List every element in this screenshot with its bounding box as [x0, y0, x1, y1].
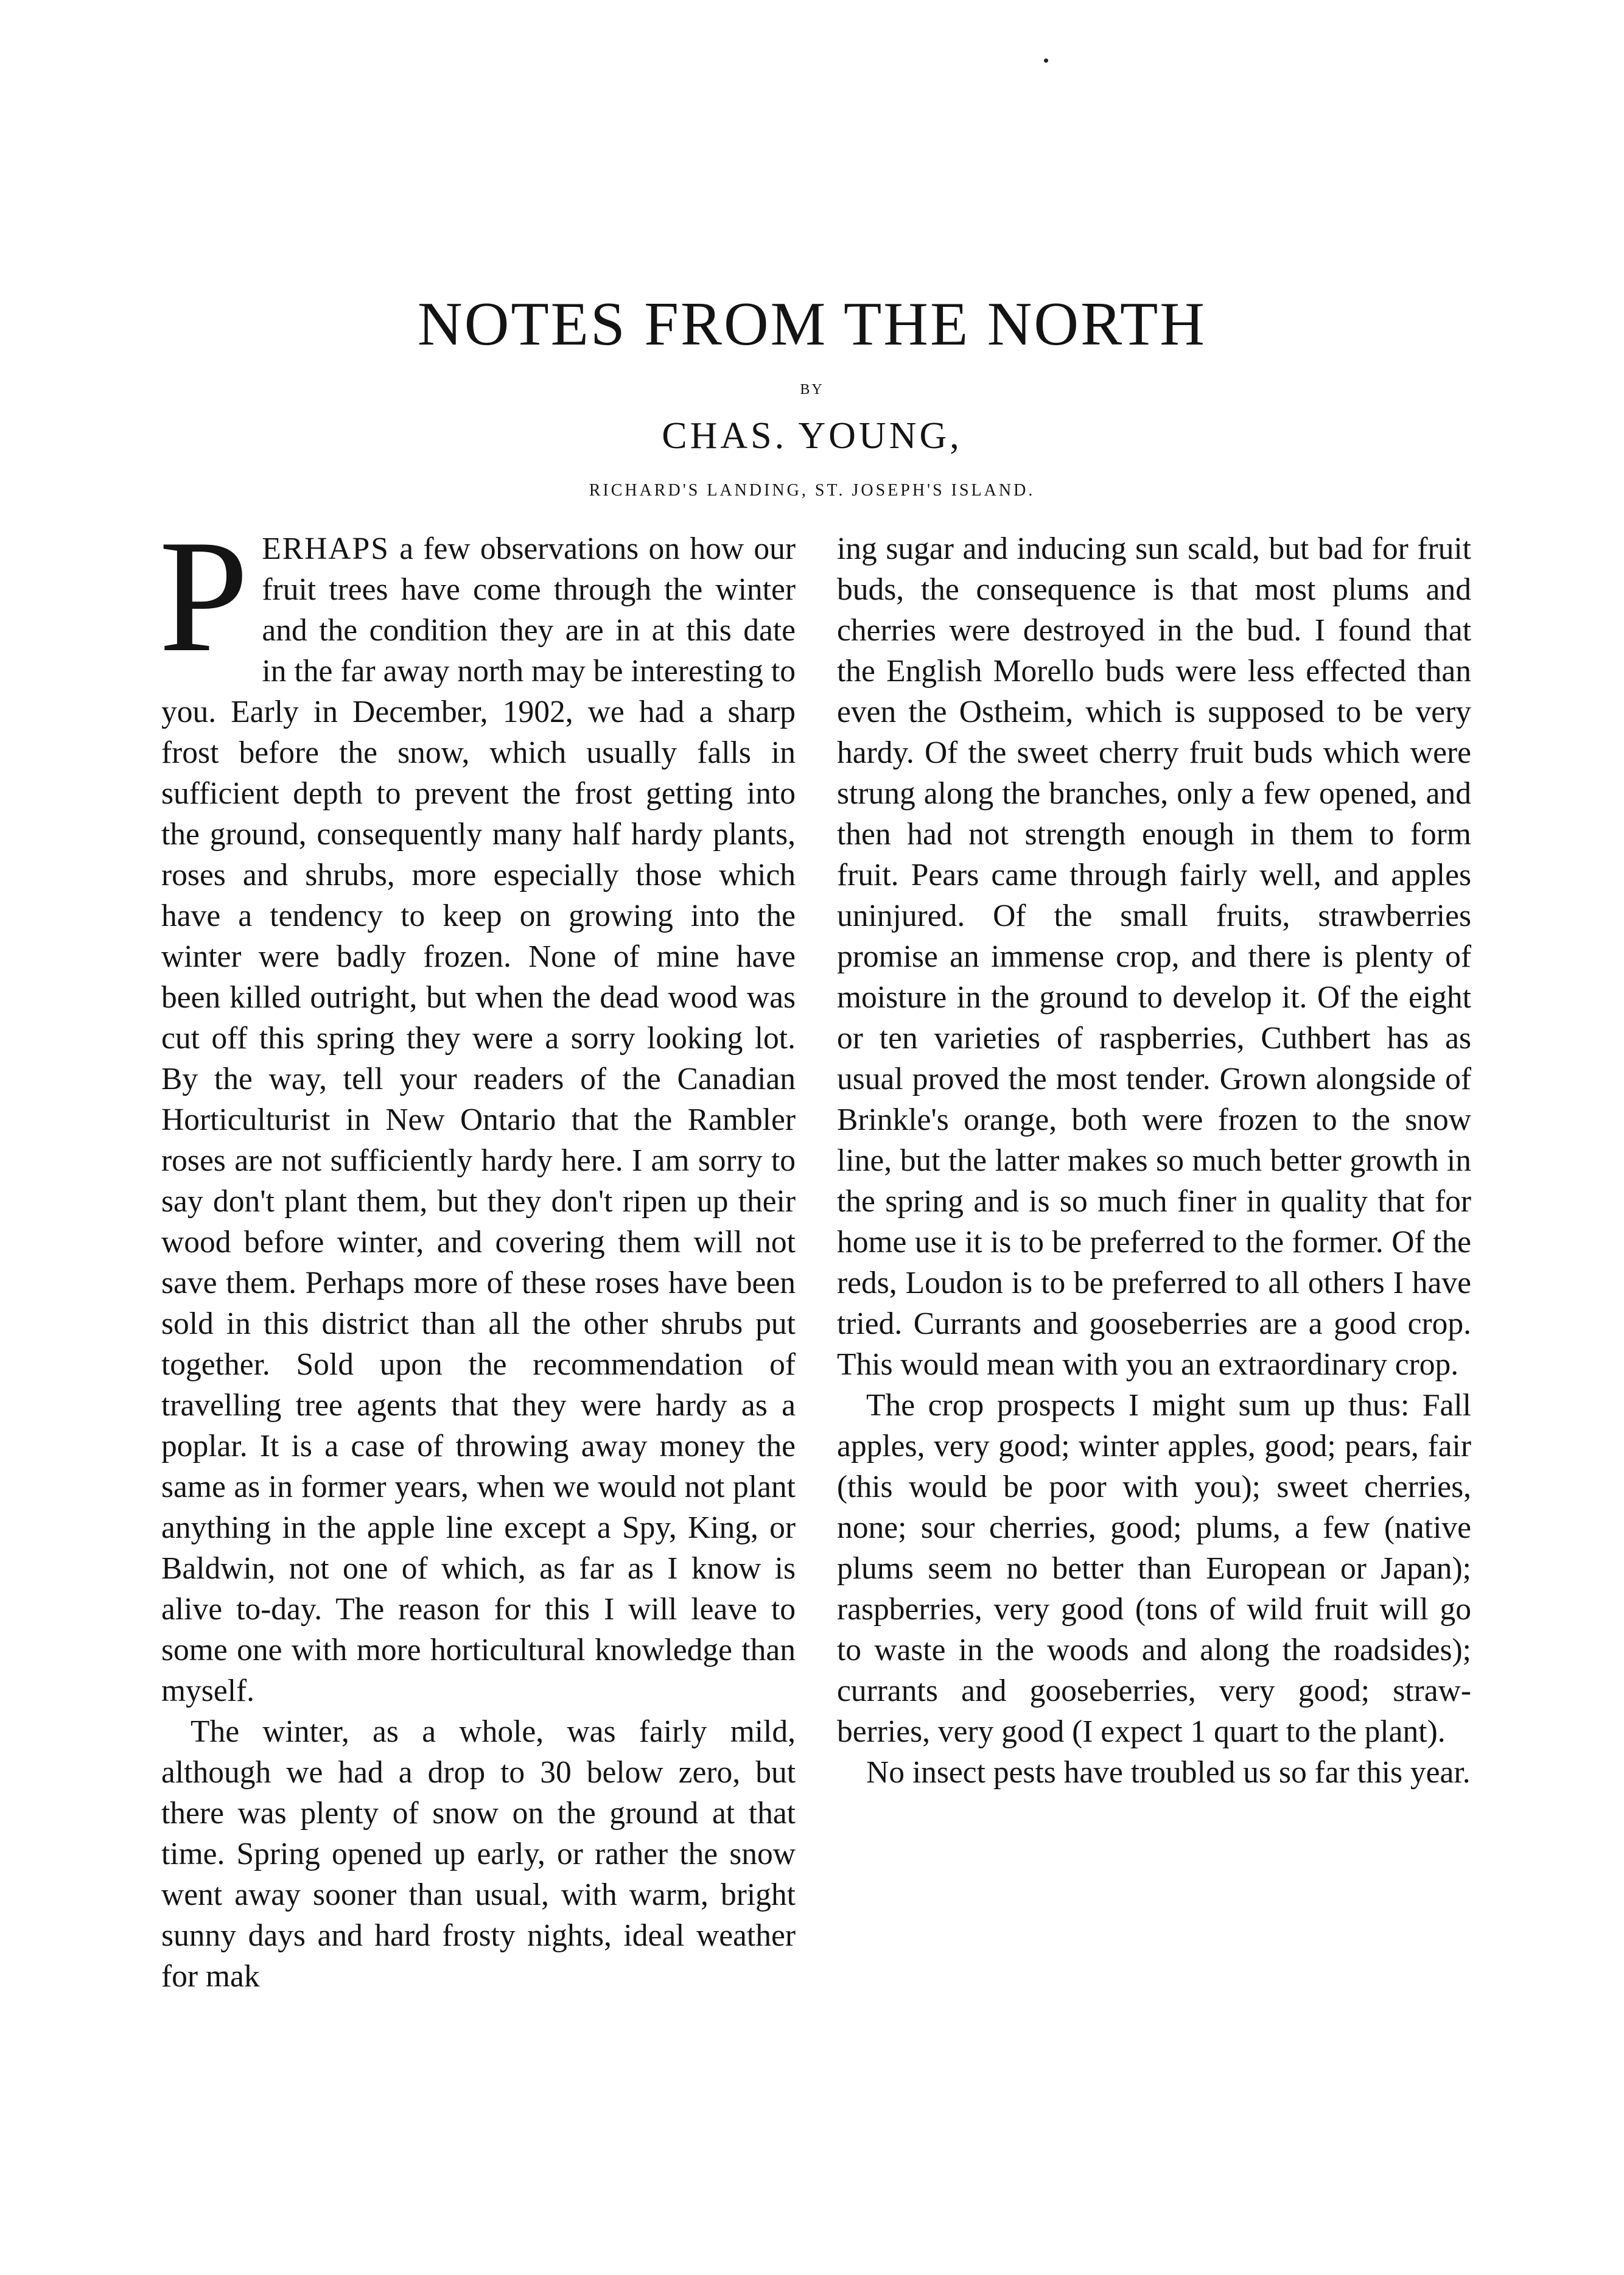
paragraph-1	[159, 507, 796, 1711]
paragraph-4: No insect pests have troubled us so far this year.	[866, 1755, 1471, 1790]
article-title: NOTES FROM THE NORTH	[418, 290, 1206, 359]
byline-prefix: BY	[800, 382, 824, 398]
right-column	[837, 528, 1471, 1793]
drop-cap: P	[159, 507, 249, 685]
author-name: CHAS. YOUNG,	[662, 415, 962, 457]
author-location: RICHARD'S LANDING, ST. JOSEPH'S ISLAND.	[589, 481, 1035, 500]
ink-speck	[1044, 58, 1048, 63]
paragraph-1-text: a few observations on how our fruit trees have come through the winter and the condition they are in at this date in the far away north may be interesting to you. Early in December, 1902, we had a sharp frost before the snow, which usually falls in sufficient depth to prevent the frost getting into the ground, consequently many half hardy plants, roses and shrubs, more especially those which have a tendency to keep on growing into the winter were badly frozen. None of mine have been killed outright, but when the dead wood was cut off this spring they were a sorry looking lot. By the way, tell your readers of the Canadian Horticulturist in New Ontario that the Rambler roses are not sufficiently hardy here. I am sorry to say don't plant them, but they don't ripen up their wood before winter, and covering them will not save them. Perhaps more of these roses have been sold in this district than all the other shrubs put together. Sold upon the recommendation of travelling tree agents that they were hardy as a poplar. It is a case of throwing away money the same as in former years, when we would not plant anything in the apple line except a Spy, King, or Baldwin, not one of which, as far as I know is alive to-day. The reason for this I will leave to some one with more horticultural knowledge than myself.	[161, 531, 796, 1708]
paragraph-3: The crop prospects I might sum up thus: Fall apples, very good; winter apples, good; pears, fair (this would be poor with you); sweet cherries, none; sour cherries, good; plums, a few (native plums seem no better than European or Japan); raspberries, very good (tons of wild fruit will go to waste in the woods and along the roadsides); currants and gooseberries, very good; strawberries, very good (I expect 1 quart to the plant).	[837, 1388, 1471, 1749]
lead-word: ERHAPS	[262, 531, 390, 566]
paragraph-2-continued: ing sugar and inducing sun scald, but bad for fruit buds, the consequence is that most plums and cherries were destroyed in the bud. I found that the English Morello buds were less effected than even the Ostheim, which is supposed to be very hardy. Of the sweet cherry fruit buds which were strung along the branches, only a few opened, and then had not strength enough in them to form fruit. Pears came through fairly well, and apples uninjured. Of the small fruits, strawberries promise an immense crop, and there is plenty of moisture in the ground to develop it. Of the eight or ten varieties of raspberries, Cuthbert has as usual proved the most tender. Grown alongside of Brinkle's orange, both were frozen to the snow line, but the latter makes so much better growth in the spring and is so much finer in quality that for home use it is to be preferred to the former. Of the reds, Loudon is to be preferred to all others I have tried. Currants and gooseberries are a good crop. This would mean with you an extraordinary crop.	[837, 531, 1471, 1382]
left-column	[159, 507, 796, 1997]
paragraph-2-start: The winter, as a whole, was fairly mild, although we had a drop to 30 below zero, but there was plenty of snow on the ground at that time. Spring opened up early, or rather the snow went away sooner than usual, with warm, bright sunny days and hard frosty nights, ideal weather for mak	[161, 1714, 796, 1994]
